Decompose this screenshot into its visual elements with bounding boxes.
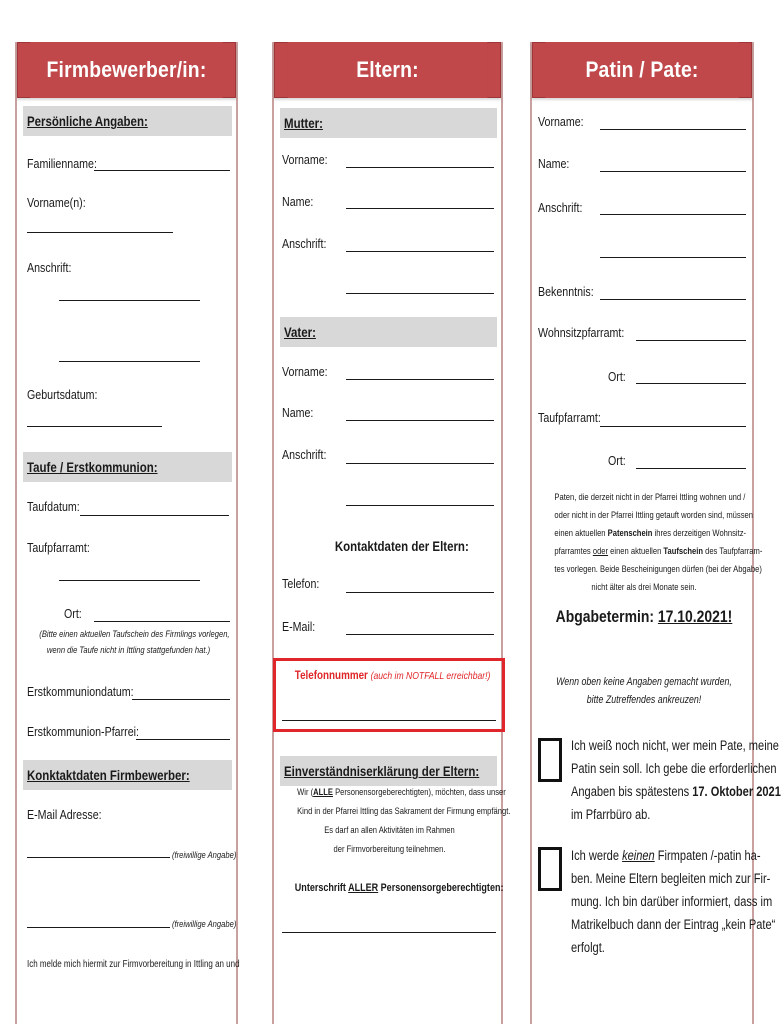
opt1-line-3: Angaben bis spätestens 17. Oktober 2021: [571, 784, 781, 799]
input-vater-anschrift-1[interactable]: [346, 463, 494, 464]
checkbox-kein-pate[interactable]: [538, 847, 562, 891]
input-pate-anschrift-2[interactable]: [600, 257, 746, 258]
label-bekenntnis: Bekenntnis:: [538, 284, 594, 299]
info-line-5: tes vorlegen. Beide Bescheinigungen dürfen (bei der Abgabe): [554, 564, 762, 575]
header-eltern: Eltern:: [288, 42, 488, 98]
note-taufschein-2: wenn die Taufe nicht in Ittling stattgefunden hat.): [46, 645, 211, 656]
label-ort-1: Ort:: [608, 369, 626, 384]
opt1-line-4: im Pfarrbüro ab.: [571, 807, 651, 822]
input-vater-name[interactable]: [346, 420, 494, 421]
input-vater-vorname[interactable]: [346, 379, 494, 380]
section-persoenliche-angaben: Persönliche Angaben:: [23, 106, 232, 136]
label-geburtsdatum: Geburtsdatum:: [27, 387, 98, 402]
section-kontaktdaten-firmbewerber: Konktaktdaten Firmbewerber:: [23, 760, 232, 790]
unterschrift-label: Unterschrift ALLER Personensorgeberechtigten:: [294, 882, 504, 894]
header-firmbewerber: Firmbewerber/in:: [30, 42, 223, 98]
info-line-3: einen aktuellen Patenschein ihres derzeitigen Wohnsitz-: [554, 528, 747, 539]
einverst-line-3: Es darf an allen Aktivitäten im Rahmen: [324, 825, 455, 836]
label-vorname: Vorname(n):: [27, 195, 86, 210]
einverst-line-4: der Firmvorbereitung teilnehmen.: [333, 844, 446, 855]
label-vater-name: Name:: [282, 405, 314, 420]
panel-pate: [530, 42, 781, 1024]
label-vater-anschrift: Anschrift:: [282, 447, 327, 462]
label-pate-name: Name:: [538, 156, 570, 171]
input-pate-vorname[interactable]: [600, 129, 746, 130]
input-wohnsitzpfarramt[interactable]: [636, 340, 746, 341]
hint-line-2: bitte Zutreffendes ankreuzen!: [586, 694, 702, 706]
einverst-line-1: Wir (ALLE Personensorgeberechtigten), möchten, dass unser: [297, 787, 506, 798]
section-vater: Vater:: [280, 317, 497, 347]
input-notfall-telefon[interactable]: [282, 720, 496, 721]
input-pate-taufpfarramt[interactable]: [600, 426, 746, 427]
label-wohnsitzpfarramt: Wohnsitzpfarramt:: [538, 325, 625, 340]
label-mutter-vorname: Vorname:: [282, 152, 328, 167]
input-bekenntnis[interactable]: [600, 299, 746, 300]
label-familienname: Familienname:: [27, 156, 97, 171]
notfall-label: [294, 668, 491, 682]
input-email-2[interactable]: [27, 927, 170, 928]
input-vater-anschrift-2[interactable]: [346, 505, 494, 506]
input-ort-1[interactable]: [636, 383, 746, 384]
info-line-6: nicht älter als drei Monate sein.: [591, 582, 697, 593]
header-pate: Patin / Pate:: [545, 42, 739, 98]
label-taufdatum: Taufdatum:: [27, 499, 80, 514]
footer-anmeldung: Ich melde mich hiermit zur Firmvorbereitung in Ittling an und: [27, 959, 240, 970]
label-mutter-name: Name:: [282, 194, 314, 209]
input-erstkommunion-pfarrei[interactable]: [136, 739, 230, 740]
input-taufdatum[interactable]: [80, 515, 229, 516]
input-taufpfarramt[interactable]: [59, 580, 200, 581]
abgabetermin: Abgabetermin: 17.10.2021!: [555, 607, 733, 626]
section-taufe-erstkommunion: Taufe / Erstkommunion:: [23, 452, 232, 482]
info-line-2: oder nicht in der Pfarrei Ittling getauft worden sind, müssen: [554, 510, 753, 521]
opt2-line-2: ben. Meine Eltern begleiten mich zur Fir-: [571, 871, 771, 886]
label-vater-vorname: Vorname:: [282, 364, 328, 379]
input-familienname[interactable]: [94, 170, 230, 171]
label-taufpfarramt: Taufpfarramt:: [27, 540, 90, 555]
input-mutter-name[interactable]: [346, 208, 494, 209]
input-anschrift-2[interactable]: [59, 361, 200, 362]
label-email: E-Mail Adresse:: [27, 807, 102, 822]
opt2-line-3: mung. Ich bin darüber informiert, dass im: [571, 894, 773, 909]
label-eltern-email: E-Mail:: [282, 619, 316, 634]
input-geburtsdatum[interactable]: [27, 426, 162, 427]
input-unterschrift[interactable]: [282, 932, 496, 933]
input-mutter-anschrift-2[interactable]: [346, 293, 494, 294]
opt2-line-5: erfolgt.: [571, 940, 605, 955]
label-ort: Ort:: [64, 606, 82, 621]
input-ort[interactable]: [94, 621, 230, 622]
panel-eltern: [272, 42, 511, 1024]
input-mutter-vorname[interactable]: [346, 167, 494, 168]
freiwillig-2: (freiwillige Angabe): [172, 919, 237, 930]
label-telefon: Telefon:: [282, 576, 320, 591]
input-vorname[interactable]: [27, 232, 173, 233]
input-pate-anschrift-1[interactable]: [600, 214, 746, 215]
opt2-line-1: Ich werde keinen Firmpaten /-patin ha-: [571, 848, 761, 863]
hint-line-1: Wenn oben keine Angaben gemacht wurden,: [556, 676, 732, 688]
heading-kontaktdaten-eltern: Kontaktdaten der Eltern:: [334, 538, 469, 554]
label-mutter-anschrift: Anschrift:: [282, 236, 327, 251]
einverst-line-2: Kind in der Pfarrei Ittling das Sakrament der Firmung empfängt.: [297, 806, 511, 817]
input-email[interactable]: [27, 857, 170, 858]
input-ort-2[interactable]: [636, 468, 746, 469]
label-pate-taufpfarramt: Taufpfarramt:: [538, 410, 601, 425]
label-erstkommuniondatum: Erstkommuniondatum:: [27, 684, 134, 699]
notfall-title: Telefonnummer: [294, 668, 368, 682]
input-pate-name[interactable]: [600, 171, 746, 172]
input-eltern-email[interactable]: [346, 634, 494, 635]
checkbox-pate-unbekannt[interactable]: [538, 738, 562, 782]
opt2-line-4: Matrikelbuch dann der Eintrag „kein Pate“: [571, 917, 776, 932]
label-pate-vorname: Vorname:: [538, 114, 584, 129]
section-mutter: Mutter:: [280, 108, 497, 138]
notfall-note: (auch im NOTFALL erreichbar!): [370, 670, 491, 682]
section-einverstaendnis: Einverständniserklärung der Eltern:: [280, 756, 497, 786]
opt1-line-1: Ich weiß noch nicht, wer mein Pate, meine: [571, 738, 779, 753]
label-ort-2: Ort:: [608, 453, 626, 468]
label-erstkommunion-pfarrei: Erstkommunion-Pfarrei:: [27, 724, 139, 739]
input-mutter-anschrift-1[interactable]: [346, 251, 494, 252]
freiwillig-1: (freiwillige Angabe): [172, 850, 237, 861]
input-erstkommuniondatum[interactable]: [132, 699, 230, 700]
label-anschrift: Anschrift:: [27, 260, 72, 275]
input-telefon[interactable]: [346, 592, 494, 593]
opt1-line-2: Patin sein soll. Ich gebe die erforderlichen: [571, 761, 777, 776]
info-line-4: pfarramtes oder einen aktuellen Taufschein des Taufpfarram-: [554, 546, 763, 557]
input-anschrift-1[interactable]: [59, 300, 200, 301]
label-pate-anschrift: Anschrift:: [538, 200, 583, 215]
panel-firmbewerber: [15, 42, 238, 1024]
info-line-1: Paten, die derzeit nicht in der Pfarrei Ittling wohnen und /: [554, 492, 746, 503]
note-taufschein-1: (Bitte einen aktuellen Taufschein des Firmlings vorlegen,: [39, 629, 230, 640]
